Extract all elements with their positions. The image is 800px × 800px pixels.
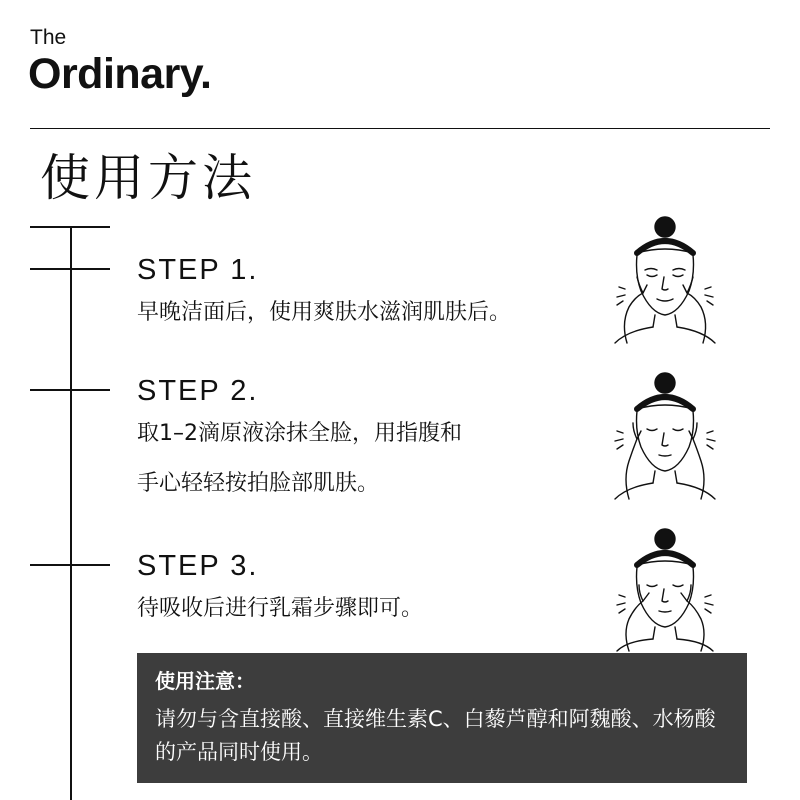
step-3-label: STEP 3. <box>137 550 259 582</box>
step-2-text-line-2: 手心轻轻按拍脸部肌肤。 <box>137 471 380 496</box>
woman-applying-serum-icon <box>607 215 723 345</box>
brand-line-ordinary: Ordinary. <box>28 50 212 98</box>
timeline-tick-step-2 <box>30 389 110 391</box>
step-1-text: 早晚洁面后，使用爽肤水滋润肌肤后。 <box>137 300 512 325</box>
usage-notice-box <box>137 653 747 783</box>
woman-applying-serum-icon <box>607 371 723 501</box>
header-divider <box>30 128 770 129</box>
timeline-tick-step-3 <box>30 564 110 566</box>
timeline-tick-step-1 <box>30 268 110 270</box>
woman-applying-serum-icon <box>607 527 723 653</box>
brand-line-the: The <box>30 26 67 49</box>
step-1-label: STEP 1. <box>137 254 259 286</box>
notice-body: 请勿与含直接酸、直接维生素C、白藜芦醇和阿魏酸、水杨酸的产品同时使用。 <box>155 707 716 764</box>
timeline-line <box>70 226 72 800</box>
notice-title: 使用注意： <box>155 669 255 693</box>
step-2-text-line-1: 取1–2滴原液涂抹全脸，用指腹和 <box>137 421 462 446</box>
step-3-text: 待吸收后进行乳霜步骤即可。 <box>137 596 424 621</box>
page-title: 使用方法 <box>40 149 256 207</box>
timeline-tick-top <box>30 226 110 228</box>
step-2-label: STEP 2. <box>137 375 259 407</box>
